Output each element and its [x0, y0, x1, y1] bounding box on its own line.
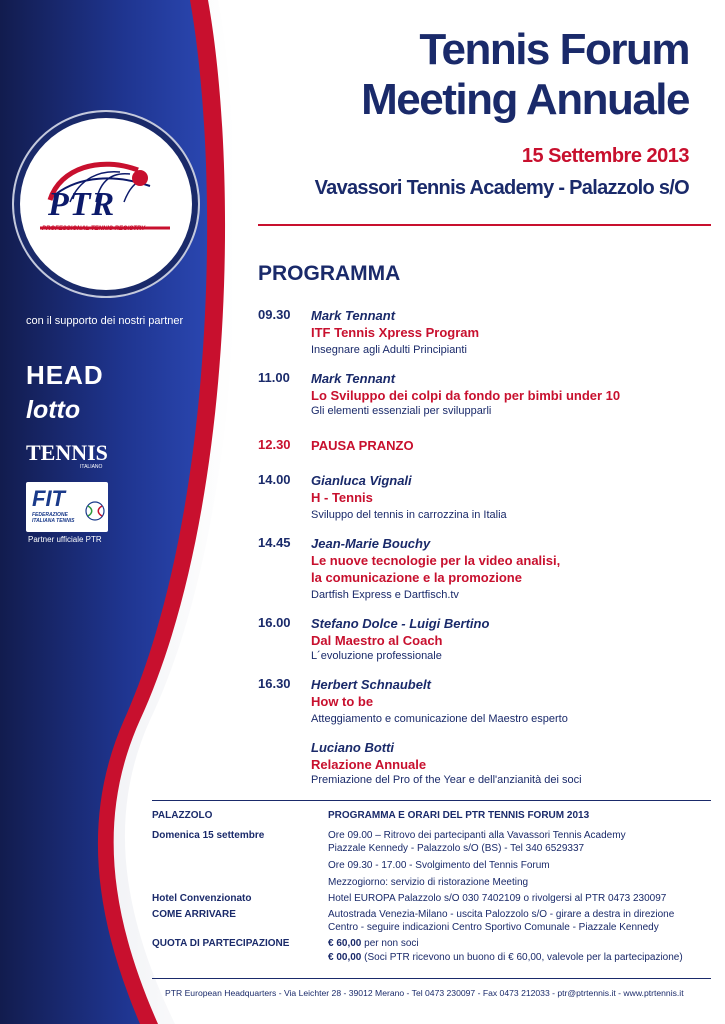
program-speaker: Herbert Schnaubelt [311, 677, 431, 692]
program-time: 16.30 [258, 676, 291, 691]
program-talk-line-2: la comunicazione e la promozione [311, 570, 522, 585]
program-speaker: Mark Tennant [311, 371, 396, 386]
page-title [361, 25, 689, 125]
info-day-line: Ore 09.30 - 17.00 - Svolgimento del Tennis Forum [328, 860, 550, 871]
info-place-label: PALAZZOLO [152, 810, 213, 821]
program-speaker: Mark Tennant [311, 308, 396, 323]
divider [152, 800, 711, 801]
info-directions-line: Autostrada Venezia-Milano - uscita Palozzolo s/O - girare a destra in direzione [328, 909, 675, 920]
fee-text: (Soci PTR ricevono un buono di € 60,00, valevole per la partecipazione) [361, 952, 683, 963]
program-speaker: Gianluca Vignali [311, 473, 412, 488]
program-time: 11.00 [258, 370, 290, 385]
program-speaker: Stefano Dolce - Luigi Bertino [311, 616, 490, 631]
program-time: 14.45 [258, 535, 291, 550]
program-talk: Le nuove tecnologie per la video analisi, [311, 553, 561, 568]
info-day-line: Piazzale Kennedy - Palazzolo s/O (BS) - Tel 340 6529337 [328, 843, 585, 854]
program-desc: Sviluppo del tennis in carrozzina in Italia [311, 509, 507, 521]
fit-logo [26, 482, 108, 532]
program-time: 16.00 [258, 615, 291, 630]
program-time: 09.30 [258, 307, 291, 322]
program-desc: Atteggiamento e comunicazione del Maestro esperto [311, 713, 568, 725]
fee-amount: € 00,00 [328, 952, 362, 963]
fee-text: per non soci [361, 938, 419, 949]
info-day-label: Domenica 15 settembre [152, 830, 265, 841]
program-talk: ITF Tennis Xpress Program [311, 325, 480, 340]
title-line-2: Meeting Annuale [361, 75, 689, 124]
head-logo: HEAD [26, 360, 104, 390]
divider [258, 224, 711, 226]
lotto-logo: lotto [26, 396, 81, 424]
program-desc: Dartfish Express e Dartfisch.tv [311, 589, 459, 601]
tennis-italiano-subtitle: ITALIANO [80, 464, 103, 470]
ptr-logo [20, 118, 192, 290]
info-day-line: Mezzogiorno: servizio di ristorazione Meeting [328, 877, 529, 888]
program-talk: Relazione Annuale [311, 757, 427, 772]
ptr-logo-text: PTR [48, 186, 116, 223]
fit-logo-text: FIT [32, 486, 65, 511]
program-talk: PAUSA PRANZO [311, 438, 414, 453]
info-fee-label: QUOTA DI PARTECIPAZIONE [152, 938, 290, 949]
footer-contact: PTR European Headquarters - Via Leichter 28 - 39012 Merano - Tel 0473 230097 - Fax 0473 212033 - ptr@ptrtennis.it - www.ptrtennis.it [165, 988, 684, 998]
program-desc: Insegnare agli Adulti Principianti [311, 344, 467, 356]
program-speaker: Luciano Botti [311, 740, 395, 755]
program-desc: Gli elementi essenziali per svilupparli [311, 405, 492, 417]
fit-logo-subtitle: FEDERAZIONE ITALIANA TENNIS [32, 512, 75, 524]
tennis-italiano-logo: TENNIS [26, 440, 108, 465]
program-desc: L´evoluzione professionale [311, 650, 442, 662]
info-directions-line: Centro - seguire indicazioni Centro Sportivo Comunale - Piazzale Kennedy [328, 922, 659, 933]
event-date: 15 Settembre 2013 [521, 145, 689, 167]
info-directions-label: COME ARRIVARE [152, 909, 236, 920]
program-talk: How to be [311, 694, 374, 709]
info-hotel-value: Hotel EUROPA Palazzolo s/O 030 7402109 o rivolgersi al PTR 0473 230097 [328, 893, 667, 904]
sidebar [0, 0, 240, 1024]
program-time: 14.00 [258, 472, 291, 487]
program-talk: Lo Sviluppo dei colpi da fondo per bimbi under 10 [311, 388, 621, 403]
title-line-1: Tennis Forum [419, 25, 689, 74]
program-desc: Premiazione del Pro of the Year e dell'anzianità dei soci [311, 774, 582, 786]
tennis-ball-icon [84, 500, 106, 522]
event-venue: Vavassori Tennis Academy - Palazzolo s/O [314, 177, 689, 199]
divider [152, 978, 711, 979]
program-talk: Dal Maestro al Coach [311, 633, 443, 648]
info-fee-line [328, 952, 720, 964]
info-day-line: Ore 09.00 – Ritrovo dei partecipanti alla Vavassori Tennis Academy [328, 830, 626, 841]
ptr-logo-subtitle: PROFESSIONAL TENNIS REGISTRY [42, 226, 146, 232]
program-talk: H - Tennis [311, 490, 373, 505]
partner-official-label: Partner ufficiale PTR [28, 535, 102, 544]
info-fee-line [328, 938, 720, 950]
partner-intro: con il supporto dei nostri partner [26, 315, 184, 327]
program-time: 12.30 [258, 437, 291, 452]
programma-heading: PROGRAMMA [258, 262, 401, 285]
fee-amount: € 60,00 [328, 938, 362, 949]
program-speaker: Jean-Marie Bouchy [311, 536, 431, 551]
info-place-value: PROGRAMMA E ORARI DEL PTR TENNIS FORUM 2013 [328, 810, 590, 821]
info-hotel-label: Hotel Convenzionato [152, 893, 252, 904]
